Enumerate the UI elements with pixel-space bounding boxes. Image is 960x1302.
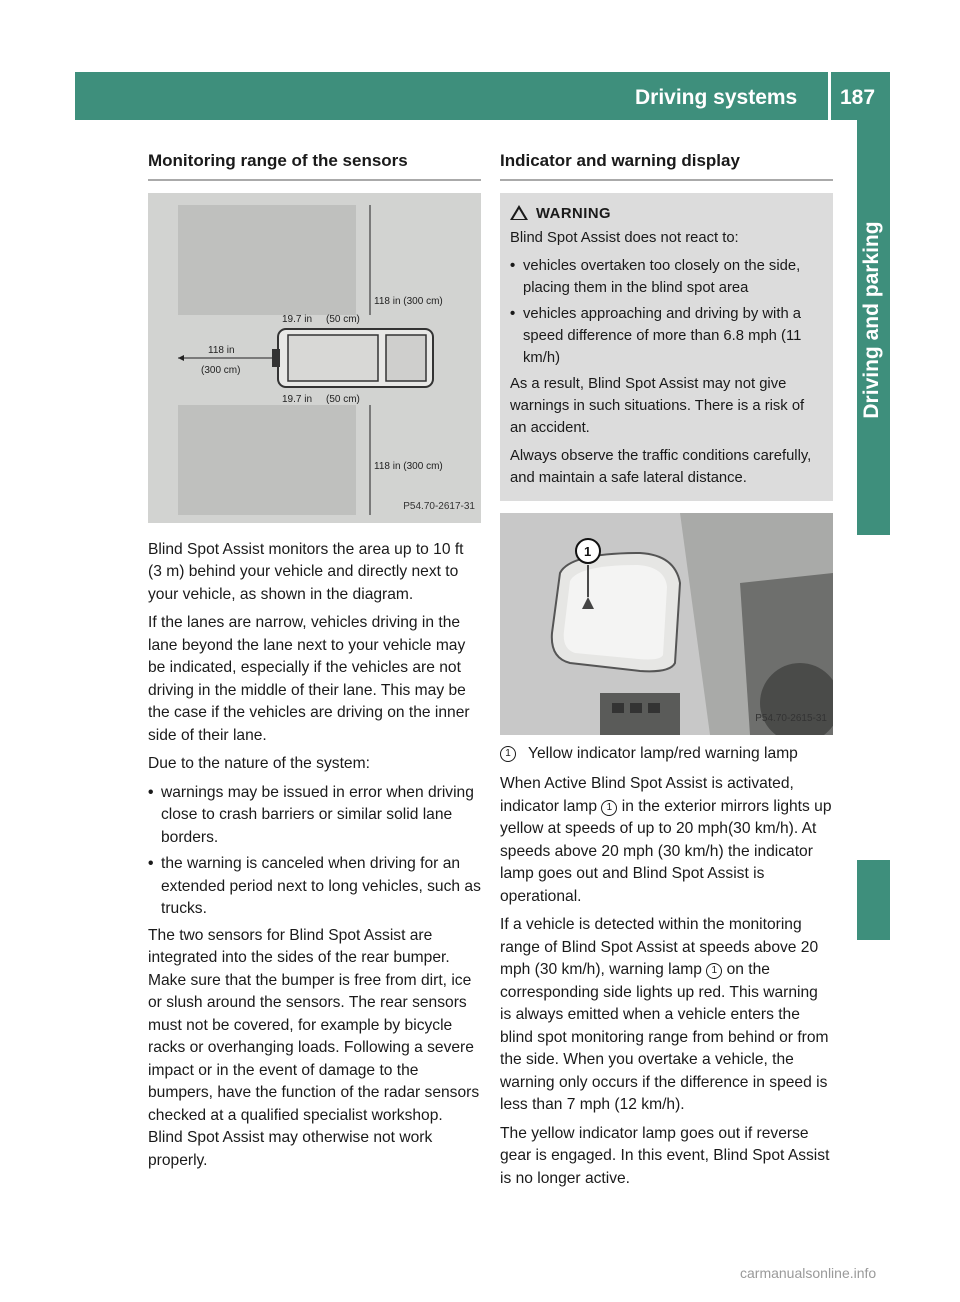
caption-text: Yellow indicator lamp/red warning lamp [528,744,798,762]
chapter-tab-label: Driving and parking [860,221,883,419]
paragraph: If a vehicle is detected within the monitoring range of Blind Spot Assist at speeds above 20 mph (30 km/h), warning lamp 1 on the corresponding side lights up red. This warning is always emitted when a vehicle enters the blind spot monitoring range from behind or from the side. When you overtake a vehicle, the warning only occurs if the difference in speed is less than 7 mph (12 km/h). [500,916,829,1113]
section-title: Driving systems [635,86,798,109]
paragraph: Blind Spot Assist monitors the area up to 10 ft (3 m) behind your vehicle and directly next to your vehicle, as shown in the diagram. [148,540,464,603]
label-rear-in: 118 in [208,344,235,356]
warning-paragraph: As a result, Blind Spot Assist may not give warnings in such situations. There is a risk of an accident. [510,375,805,436]
right-heading: Indicator and warning display [500,150,833,181]
label-top: 118 in (300 cm) [374,295,443,307]
left-heading: Monitoring range of the sensors [148,150,481,181]
header-divider [828,72,831,120]
paragraph: The two sensors for Blind Spot Assist are integrated into the sides of the rear bumper. Make sure that the bumper is free from dirt, ice or slush around the sensors. The rear sensors must not be covered, for example by bicycle racks or overhanging loads. Following a severe impact or in the event of damage to the bumpers, have the function of the radar sensors checked at a qualified specialist workshop. Blind Spot Assist may otherwise not work properly. [148,926,480,1169]
mirror-photo [500,513,833,735]
left-column [148,150,481,1178]
warning-bullet: • vehicles approaching and driving by with a speed difference of more than 6.8 mph (11 km/h) [510,303,823,369]
warning-title: WARNING [536,205,612,222]
warning-intro: Blind Spot Assist does not react to: [510,229,739,246]
caption [500,743,833,766]
vehicle-top-view [272,329,433,387]
label-gap-top-cm: (50 cm) [326,313,360,325]
warning-paragraph: Always observe the traffic conditions carefully, and maintain a safe lateral distance. [510,447,812,486]
page-number: 187 [840,86,876,109]
label-gap-top: 19.7 in [282,313,313,325]
warning-box [500,193,833,501]
label-gap-bottom-cm: (50 cm) [326,393,360,405]
side-marker [857,860,890,940]
figure-code: P54.70-2617-31 [403,501,475,512]
callout-1: 1 [601,800,617,816]
watermark: carmanualsonline.info [740,1265,877,1281]
callout-1: 1 [706,963,722,979]
paragraph: If the lanes are narrow, vehicles driving in the lane beyond the lane next to your vehicle may be indicated, especially if the vehicles are not driving in the middle of their lane. This may be the case if the vehicles are driving on the inner side of their lane. [148,614,470,744]
warning-triangle-icon [510,205,528,220]
label-bottom: 118 in (300 cm) [374,460,443,472]
paragraph: Due to the nature of the system: [148,755,370,772]
chapter-tab [857,120,890,535]
range-zone-bottom [178,405,356,515]
range-zone-top [178,205,356,315]
bullet-item: • the warning is canceled when driving for an extended period next to long vehicles, such as trucks. [148,853,481,921]
bullet-item: • warnings may be issued in error when driving close to crash barriers or similar solid lane borders. [148,782,481,850]
figure-callout: 1 [584,543,592,559]
label-gap-bottom: 19.7 in [282,393,313,405]
paragraph: The yellow indicator lamp goes out if reverse gear is engaged. In this event, Blind Spot Assist is no longer active. [500,1124,830,1187]
callout-1: 1 [500,746,516,762]
label-rear-cm: (300 cm) [201,364,241,376]
sensor-range-diagram [148,193,481,523]
warning-bullet: • vehicles overtaken too closely on the side, placing them in the blind spot area [510,255,823,299]
figure-code: P54.70-2615-31 [755,713,827,724]
right-column [500,150,833,1196]
paragraph: When Active Blind Spot Assist is activated, indicator lamp 1 in the exterior mirrors lights up yellow at speeds of up to 20 mph(30 km/h). At speeds above 20 mph (30 km/h) the indicator lamp goes out and Blind Spot Assist is operational. [500,775,832,905]
